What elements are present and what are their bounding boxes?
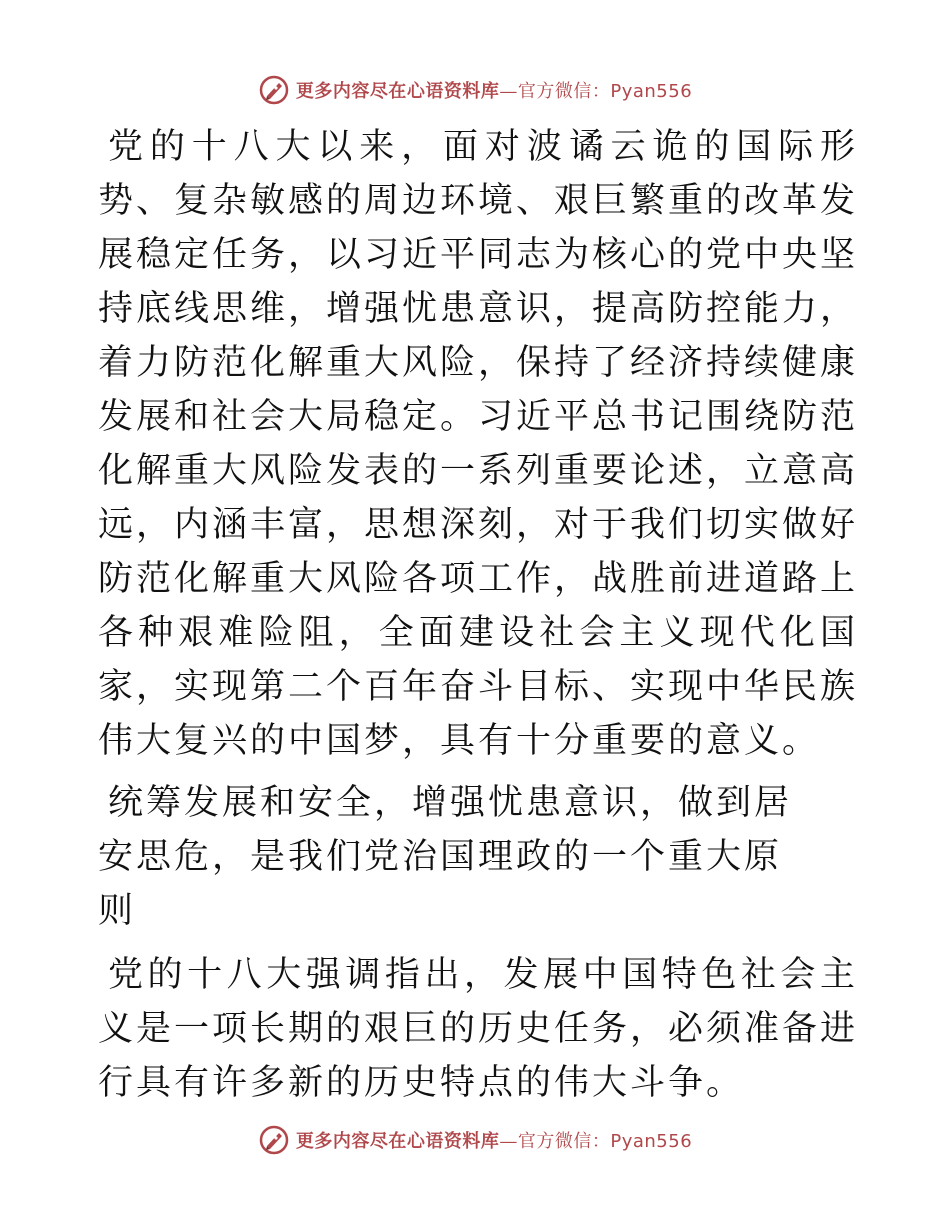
paragraph-second: 党的十八大强调指出，发展中国特色社会主义是一项长期的艰巨的历史任务，必须准备进行具有许多新的历史特点的伟大斗争。 (98, 955, 859, 1103)
watermark-contact: 官方微信：Pyan556 (517, 81, 693, 102)
section-heading: 统筹发展和安全，增强忧患意识，做到居安思危，是我们党治国理政的一个重大原则 (98, 783, 793, 931)
watermark-main: 更多内容尽在心语资料库 (295, 81, 500, 102)
watermark-main: 更多内容尽在心语资料库 (295, 1131, 500, 1152)
document-body (98, 120, 858, 1110)
footer-watermark (0, 1122, 950, 1158)
watermark-contact: 官方微信：Pyan556 (517, 1131, 693, 1152)
paragraph-intro: 党的十八大以来，面对波谲云诡的国际形势、复杂敏感的周边环境、艰巨繁重的改革发展稳定任务，以习近平同志为核心的党中央坚持底线思维，增强忧患意识，提高防控能力，着力防范化解重大风险，保持了经济持续健康发展和社会大局稳定。习近平总书记围绕防范化解重大风险发表的一系列重要论述，立意高远，内涵丰富，思想深刻，对于我们切实做好防范化解重大风险各项工作，战胜前进道路上各种艰难险阻，全面建设社会主义现代化国家，实现第二个百年奋斗目标、实现中华民族伟大复兴的中国梦，具有十分重要的意义。 (98, 127, 859, 761)
watermark-separator: — (499, 81, 518, 102)
watermark-text (296, 1127, 692, 1153)
header-watermark (0, 72, 950, 108)
pen-logo-icon (258, 74, 290, 106)
watermark-text (296, 77, 692, 103)
watermark-separator: — (499, 1131, 518, 1152)
pen-logo-icon (258, 1124, 290, 1156)
